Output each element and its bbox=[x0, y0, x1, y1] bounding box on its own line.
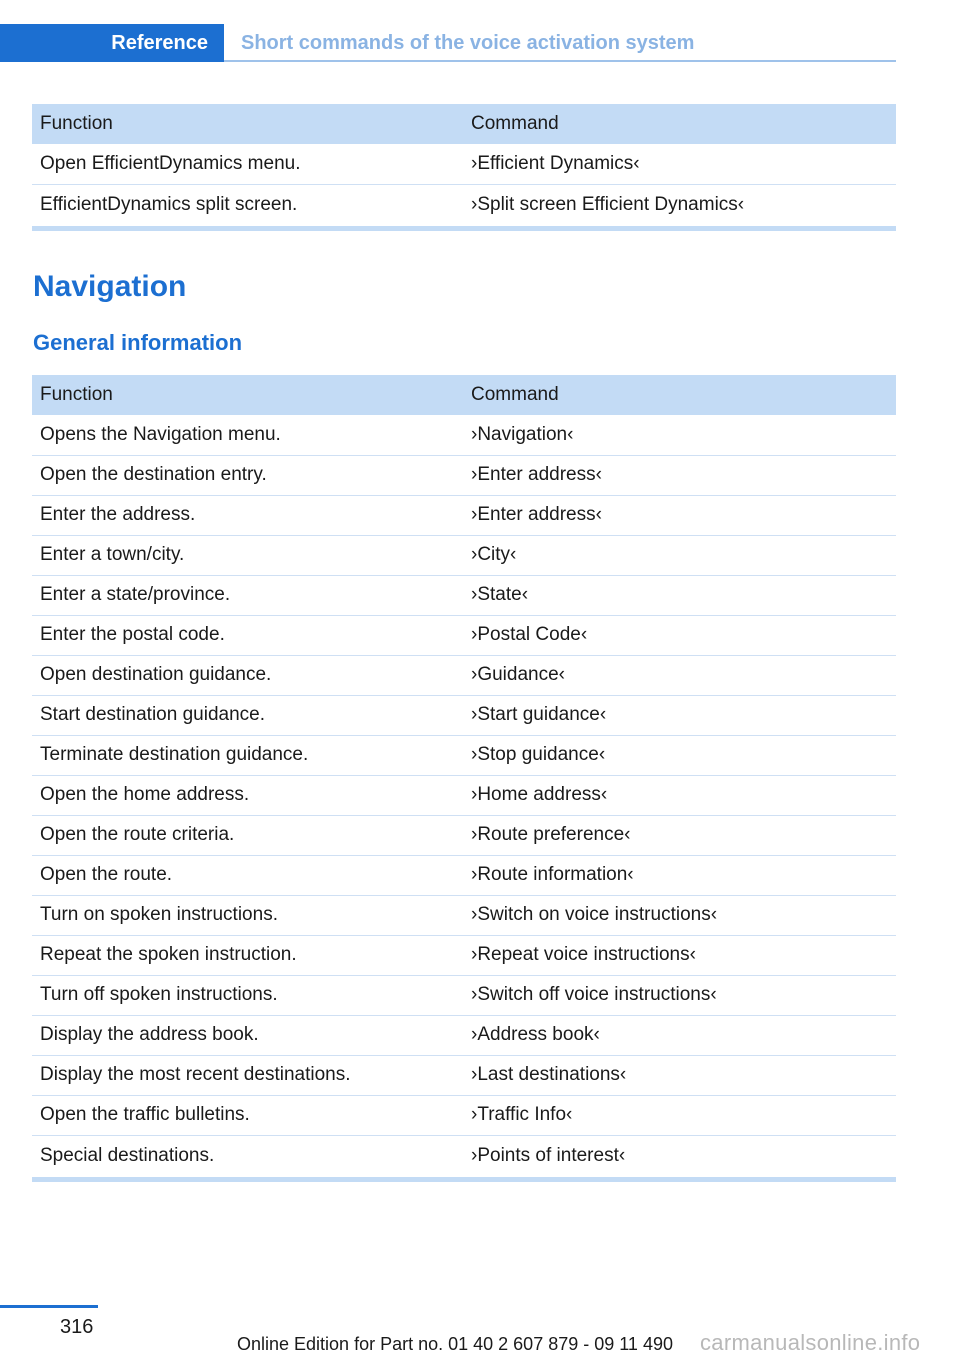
table-row bbox=[32, 695, 896, 735]
command-cell: ›Home address‹ bbox=[463, 775, 896, 815]
command-cell: ›Route information‹ bbox=[463, 855, 896, 895]
command-cell: ›Start guidance‹ bbox=[463, 695, 896, 735]
edition-note: Online Edition for Part no. 01 40 2 607 879 - 09 11 490 bbox=[237, 1334, 673, 1354]
function-cell: Open EfficientDynamics menu. bbox=[32, 144, 463, 184]
function-cell: Open the route criteria. bbox=[32, 815, 463, 855]
function-cell: Opens the Navigation menu. bbox=[32, 415, 463, 455]
table-row bbox=[32, 1095, 896, 1135]
command-cell: ›Guidance‹ bbox=[463, 655, 896, 695]
table-row bbox=[32, 895, 896, 935]
table-row bbox=[32, 1055, 896, 1095]
command-cell: ›Route preference‹ bbox=[463, 815, 896, 855]
footer-rule bbox=[0, 1305, 98, 1308]
function-cell: Open the home address. bbox=[32, 775, 463, 815]
table-row bbox=[32, 935, 896, 975]
command-cell: ›Efficient Dynamics‹ bbox=[463, 144, 896, 184]
table-row bbox=[32, 855, 896, 895]
command-cell: ›Repeat voice instructions‹ bbox=[463, 935, 896, 975]
command-cell: ›Switch off voice instructions‹ bbox=[463, 975, 896, 1015]
command-cell: ›Navigation‹ bbox=[463, 415, 896, 455]
command-cell: ›Enter address‹ bbox=[463, 495, 896, 535]
function-cell: Turn off spoken instructions. bbox=[32, 975, 463, 1015]
table-row bbox=[32, 775, 896, 815]
function-cell: Open destination guidance. bbox=[32, 655, 463, 695]
command-cell: ›Switch on voice instructions‹ bbox=[463, 895, 896, 935]
command-cell: ›Postal Code‹ bbox=[463, 615, 896, 655]
function-cell: Display the most recent destinations. bbox=[32, 1055, 463, 1095]
function-cell: Terminate destination guidance. bbox=[32, 735, 463, 775]
page-number: 316 bbox=[60, 1316, 94, 1338]
function-cell: Turn on spoken instructions. bbox=[32, 895, 463, 935]
function-cell: Enter a town/city. bbox=[32, 535, 463, 575]
column-header-function: Function bbox=[32, 375, 463, 415]
table-header-row bbox=[32, 104, 896, 144]
header-rule bbox=[224, 60, 896, 62]
table-row bbox=[32, 535, 896, 575]
table-row bbox=[32, 1015, 896, 1055]
function-cell: Display the address book. bbox=[32, 1015, 463, 1055]
function-cell: EfficientDynamics split screen. bbox=[32, 184, 463, 228]
function-cell: Repeat the spoken instruction. bbox=[32, 935, 463, 975]
table-row bbox=[32, 184, 896, 228]
function-cell: Enter the address. bbox=[32, 495, 463, 535]
function-cell: Open the route. bbox=[32, 855, 463, 895]
table-header-row bbox=[32, 375, 896, 415]
function-cell: Start destination guidance. bbox=[32, 695, 463, 735]
command-cell: ›Enter address‹ bbox=[463, 455, 896, 495]
table-row bbox=[32, 615, 896, 655]
table-row bbox=[32, 735, 896, 775]
column-header-command: Command bbox=[463, 375, 896, 415]
table-row bbox=[32, 495, 896, 535]
running-title: Short commands of the voice activation system bbox=[241, 32, 695, 54]
navigation-command-table bbox=[32, 375, 896, 1182]
subsection-heading: General information bbox=[33, 330, 243, 355]
table-row bbox=[32, 815, 896, 855]
table-row bbox=[32, 1135, 896, 1179]
table-row bbox=[32, 975, 896, 1015]
function-cell: Open the traffic bulletins. bbox=[32, 1095, 463, 1135]
watermark: carmanualsonline.info bbox=[700, 1330, 921, 1355]
table-row bbox=[32, 415, 896, 455]
efficientdynamics-command-table bbox=[32, 104, 896, 231]
function-cell: Open the destination entry. bbox=[32, 455, 463, 495]
command-cell: ›Split screen Efficient Dynamics‹ bbox=[463, 184, 896, 228]
table-row bbox=[32, 144, 896, 184]
command-cell: ›State‹ bbox=[463, 575, 896, 615]
command-cell: ›Traffic Info‹ bbox=[463, 1095, 896, 1135]
column-header-command: Command bbox=[463, 104, 896, 144]
column-header-function: Function bbox=[32, 104, 463, 144]
function-cell: Special destinations. bbox=[32, 1135, 463, 1179]
command-cell: ›Points of interest‹ bbox=[463, 1135, 896, 1179]
table-row bbox=[32, 575, 896, 615]
function-cell: Enter the postal code. bbox=[32, 615, 463, 655]
function-cell: Enter a state/province. bbox=[32, 575, 463, 615]
command-cell: ›Address book‹ bbox=[463, 1015, 896, 1055]
section-tab: Reference bbox=[0, 24, 224, 62]
table-row bbox=[32, 455, 896, 495]
section-heading: Navigation bbox=[33, 270, 187, 303]
command-cell: ›Stop guidance‹ bbox=[463, 735, 896, 775]
command-cell: ›City‹ bbox=[463, 535, 896, 575]
command-cell: ›Last destinations‹ bbox=[463, 1055, 896, 1095]
table-row bbox=[32, 655, 896, 695]
